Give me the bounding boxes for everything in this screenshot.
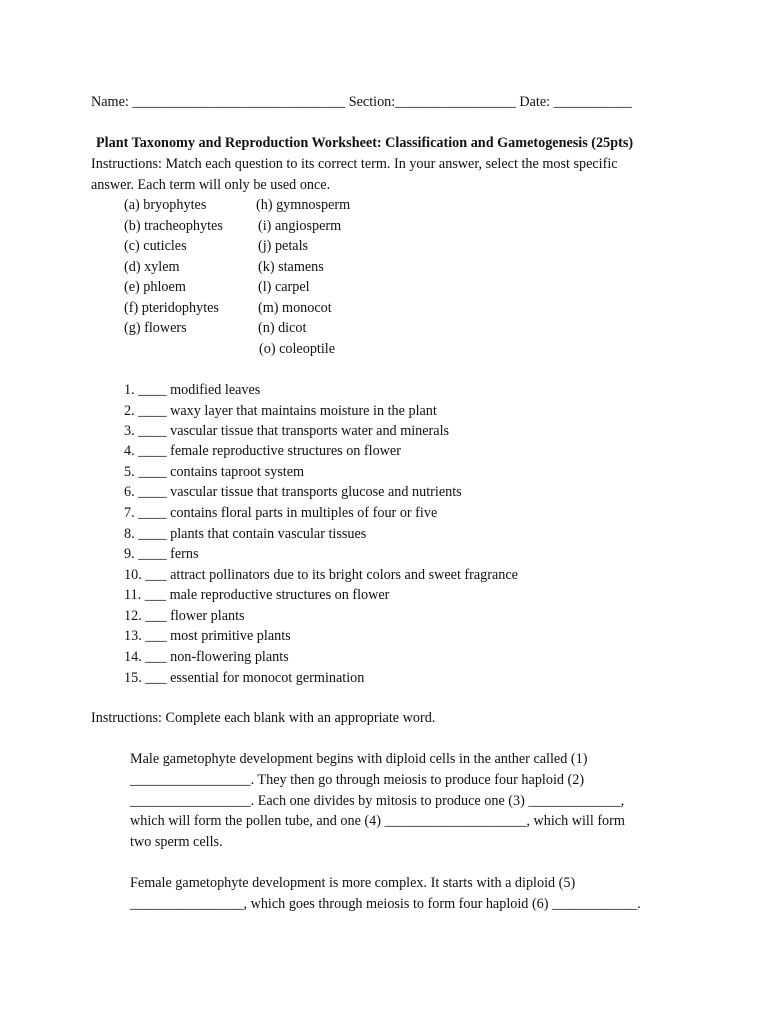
instructions-match-line-2: answer. Each term will only be used once. <box>91 177 331 193</box>
question-3: 3. ____ vascular tissue that transports water and minerals <box>124 423 450 439</box>
paragraph-female-line-1: Female gametophyte development is more complex. It starts with a diploid (5) <box>130 875 576 891</box>
term-h: (h) gymnosperm <box>256 197 351 213</box>
term-i: (i) angiosperm <box>258 218 342 234</box>
term-o: (o) coleoptile <box>259 341 336 357</box>
question-10: 10. ___ attract pollinators due to its bright colors and sweet fragrance <box>124 567 518 583</box>
paragraph-male-line-1: Male gametophyte development begins with diploid cells in the anther called (1) <box>130 751 588 767</box>
paragraph-male-line-2: _________________. They then go through meiosis to produce four haploid (2) <box>130 772 585 788</box>
question-4: 4. ____ female reproductive structures on flower <box>124 443 401 459</box>
paragraph-male-line-5: two sperm cells. <box>130 834 223 850</box>
question-14: 14. ___ non-flowering plants <box>124 649 289 665</box>
term-e: (e) phloem <box>124 279 186 295</box>
term-f: (f) pteridophytes <box>124 300 219 316</box>
question-9: 9. ____ ferns <box>124 546 199 562</box>
term-a: (a) bryophytes <box>124 197 207 213</box>
paragraph-female-line-2: ________________, which goes through meiosis to form four haploid (6) ____________. <box>130 896 641 912</box>
instructions-match-line-1: Instructions: Match each question to its correct term. In your answer, select the most specific <box>91 156 618 172</box>
question-13: 13. ___ most primitive plants <box>124 628 291 644</box>
header-name-section-date: Name: ______________________________ Section:_________________ Date: ___________ <box>91 94 632 110</box>
worksheet-title: Plant Taxonomy and Reproduction Worksheet: Classification and Gametogenesis (25pts) <box>96 135 634 151</box>
question-11: 11. ___ male reproductive structures on flower <box>124 587 390 603</box>
question-12: 12. ___ flower plants <box>124 608 245 624</box>
term-g: (g) flowers <box>124 320 187 336</box>
question-6: 6. ____ vascular tissue that transports glucose and nutrients <box>124 484 462 500</box>
question-8: 8. ____ plants that contain vascular tissues <box>124 526 367 542</box>
term-m: (m) monocot <box>258 300 332 316</box>
term-k: (k) stamens <box>258 259 324 275</box>
instructions-complete: Instructions: Complete each blank with an appropriate word. <box>91 710 436 726</box>
paragraph-male-line-3: _________________. Each one divides by mitosis to produce one (3) _____________, <box>130 793 625 809</box>
term-j: (j) petals <box>258 238 309 254</box>
paragraph-male-line-4: which will form the pollen tube, and one (4) ____________________, which will form <box>130 813 625 829</box>
term-c: (c) cuticles <box>124 238 187 254</box>
term-l: (l) carpel <box>258 279 310 295</box>
question-1: 1. ____ modified leaves <box>124 382 261 398</box>
question-7: 7. ____ contains floral parts in multiples of four or five <box>124 505 438 521</box>
term-n: (n) dicot <box>258 320 307 336</box>
question-15: 15. ___ essential for monocot germination <box>124 670 365 686</box>
term-b: (b) tracheophytes <box>124 218 223 234</box>
question-5: 5. ____ contains taproot system <box>124 464 305 480</box>
term-d: (d) xylem <box>124 259 180 275</box>
question-2: 2. ____ waxy layer that maintains moisture in the plant <box>124 403 437 419</box>
